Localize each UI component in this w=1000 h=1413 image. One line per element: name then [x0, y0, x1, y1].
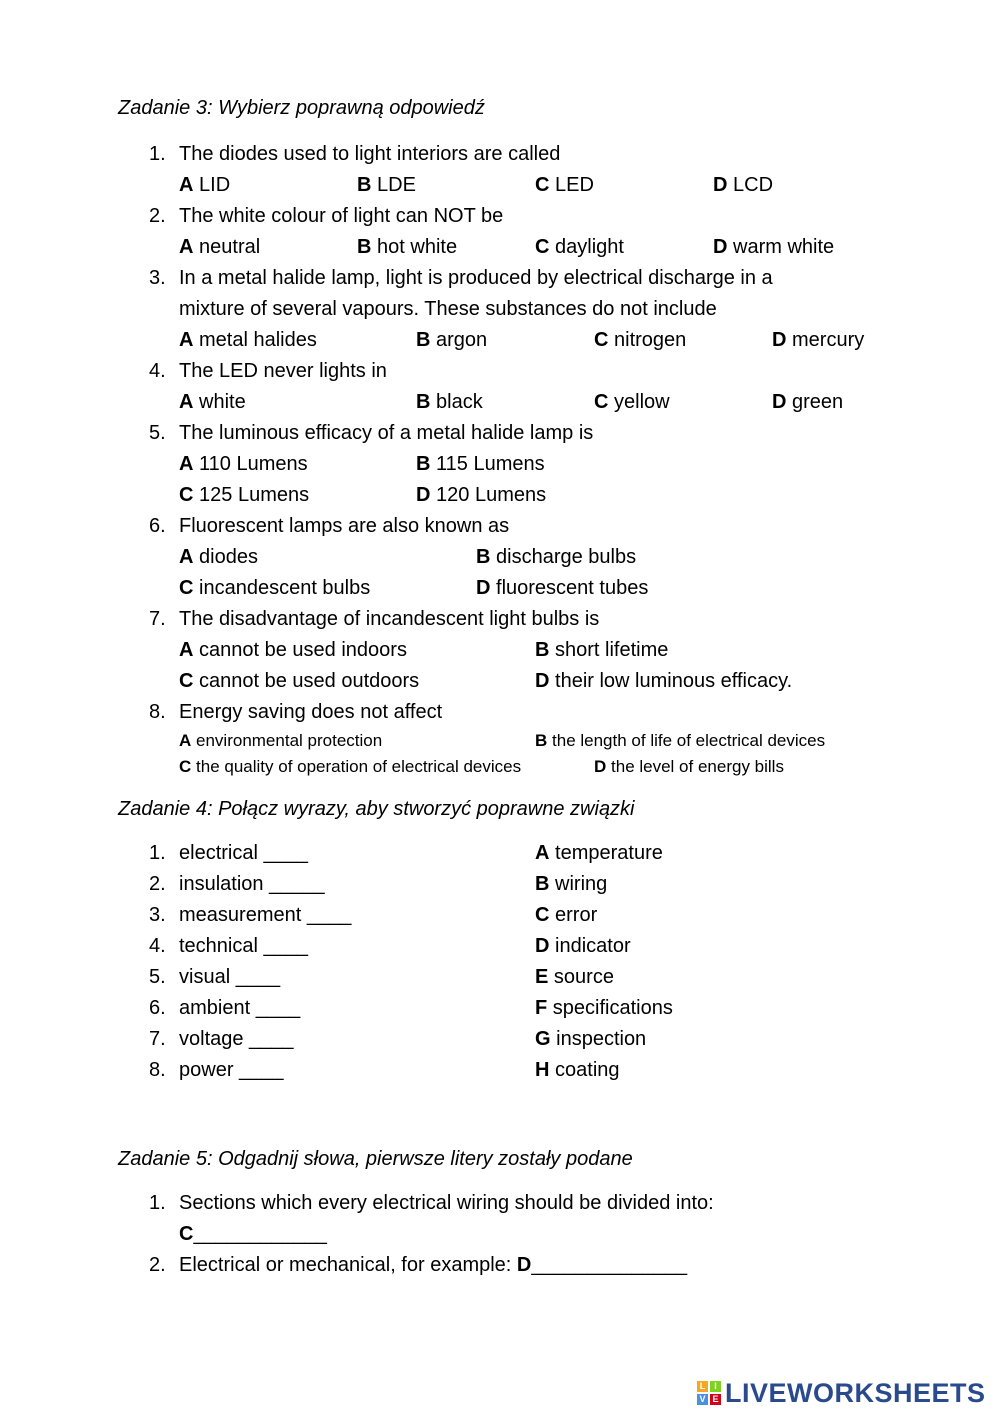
option-c[interactable]: C nitrogen — [594, 329, 687, 351]
match-right-item[interactable]: F specifications — [535, 997, 673, 1019]
option-c[interactable]: C yellow — [594, 391, 670, 413]
question-number: 4. — [149, 360, 166, 382]
option-b[interactable]: B black — [416, 391, 483, 413]
option-b[interactable]: B short lifetime — [535, 639, 669, 661]
option-a[interactable]: A white — [179, 391, 246, 413]
answer-blank[interactable]: C____________ — [179, 1223, 327, 1245]
match-left-item[interactable]: electrical ____ — [179, 842, 308, 864]
answer-blank[interactable]: ______________ — [531, 1254, 688, 1276]
option-d[interactable]: D LCD — [713, 174, 774, 196]
option-a[interactable]: A LID — [179, 174, 231, 196]
option-b[interactable]: B argon — [416, 329, 488, 351]
match-number: 5. — [149, 966, 166, 988]
question-number: 6. — [149, 515, 166, 537]
question-text: The white colour of light can NOT be — [179, 205, 504, 227]
question-text: The luminous efficacy of a metal halide lamp is — [179, 422, 594, 444]
task5-heading: Zadanie 5: Odgadnij słowa, pierwsze litery zostały podane — [118, 1148, 633, 1170]
option-d[interactable]: D fluorescent tubes — [476, 577, 649, 599]
match-number: 8. — [149, 1059, 166, 1081]
match-right-item[interactable]: G inspection — [535, 1028, 647, 1050]
question-text-line2: mixture of several vapours. These substances do not include — [179, 298, 717, 320]
question-text-line1: In a metal halide lamp, light is produced by electrical discharge in a — [179, 267, 773, 289]
match-right-item[interactable]: D indicator — [535, 935, 631, 957]
task4-heading: Zadanie 4: Połącz wyrazy, aby stworzyć poprawne związki — [118, 798, 635, 820]
question-text: Energy saving does not affect — [179, 701, 443, 723]
option-b[interactable]: B 115 Lumens — [416, 453, 545, 475]
option-b[interactable]: B discharge bulbs — [476, 546, 637, 568]
match-left-item[interactable]: insulation _____ — [179, 873, 325, 895]
match-left-item[interactable]: ambient ____ — [179, 997, 301, 1019]
logo-text: LIVEWORKSHEETS — [725, 1377, 986, 1408]
task3-heading: Zadanie 3: Wybierz poprawną odpowiedź — [118, 97, 485, 119]
option-d[interactable]: D 120 Lumens — [416, 484, 547, 506]
option-b[interactable]: B hot white — [357, 236, 458, 258]
liveworksheets-logo — [697, 1376, 986, 1410]
option-b[interactable]: B LDE — [357, 174, 416, 196]
option-d[interactable]: D their low luminous efficacy. — [535, 670, 793, 692]
match-right-item[interactable]: A temperature — [535, 842, 663, 864]
question-number: 5. — [149, 422, 166, 444]
question-text: Sections which every electrical wiring should be divided into: — [179, 1192, 714, 1214]
option-c[interactable]: C the quality of operation of electrical devices — [179, 757, 522, 776]
option-d[interactable]: D green — [772, 391, 844, 413]
option-d[interactable]: D the level of energy bills — [594, 757, 784, 776]
match-right-item[interactable]: B wiring — [535, 873, 608, 895]
option-d[interactable]: D warm white — [713, 236, 835, 258]
question-text: The diodes used to light interiors are called — [179, 143, 561, 165]
option-c[interactable]: C daylight — [535, 236, 624, 258]
option-a[interactable]: A metal halides — [179, 329, 317, 351]
match-number: 4. — [149, 935, 166, 957]
question-number: 8. — [149, 701, 166, 723]
match-right-item[interactable]: H coating — [535, 1059, 620, 1081]
option-c[interactable]: C LED — [535, 174, 594, 196]
question-number: 7. — [149, 608, 166, 630]
match-number: 2. — [149, 873, 166, 895]
question-text-with-blank: Electrical or mechanical, for example: D______________ — [179, 1254, 688, 1276]
match-left-item[interactable]: measurement ____ — [179, 904, 352, 926]
option-a[interactable]: A cannot be used indoors — [179, 639, 407, 661]
match-number: 3. — [149, 904, 166, 926]
match-left-item[interactable]: voltage ____ — [179, 1028, 294, 1050]
question-text: Fluorescent lamps are also known as — [179, 515, 510, 537]
option-c[interactable]: C incandescent bulbs — [179, 577, 371, 599]
option-d[interactable]: D mercury — [772, 329, 865, 351]
question-number: 2. — [149, 1254, 166, 1276]
option-b[interactable]: B the length of life of electrical devices — [535, 731, 826, 750]
option-a[interactable]: A diodes — [179, 546, 258, 568]
option-c[interactable]: C 125 Lumens — [179, 484, 310, 506]
question-number: 1. — [149, 143, 166, 165]
match-number: 1. — [149, 842, 166, 864]
question-text: The disadvantage of incandescent light bulbs is — [179, 608, 600, 630]
match-left-item[interactable]: technical ____ — [179, 935, 308, 957]
question-text: The LED never lights in — [179, 360, 387, 382]
question-number: 3. — [149, 267, 166, 289]
answer-letter[interactable]: D — [516, 1254, 532, 1276]
match-left-item[interactable]: visual ____ — [179, 966, 281, 988]
match-right-item[interactable]: E source — [535, 966, 614, 988]
match-left-item[interactable]: power ____ — [179, 1059, 284, 1081]
option-a[interactable]: A neutral — [179, 236, 261, 258]
question-number: 2. — [149, 205, 166, 227]
option-a[interactable]: A 110 Lumens — [179, 453, 308, 475]
question-number: 1. — [149, 1192, 166, 1214]
logo-icon: L I V E — [697, 1381, 721, 1405]
option-a[interactable]: A environmental protection — [179, 731, 383, 750]
match-number: 7. — [149, 1028, 166, 1050]
option-c[interactable]: C cannot be used outdoors — [179, 670, 420, 692]
match-number: 6. — [149, 997, 166, 1019]
match-right-item[interactable]: C error — [535, 904, 598, 926]
